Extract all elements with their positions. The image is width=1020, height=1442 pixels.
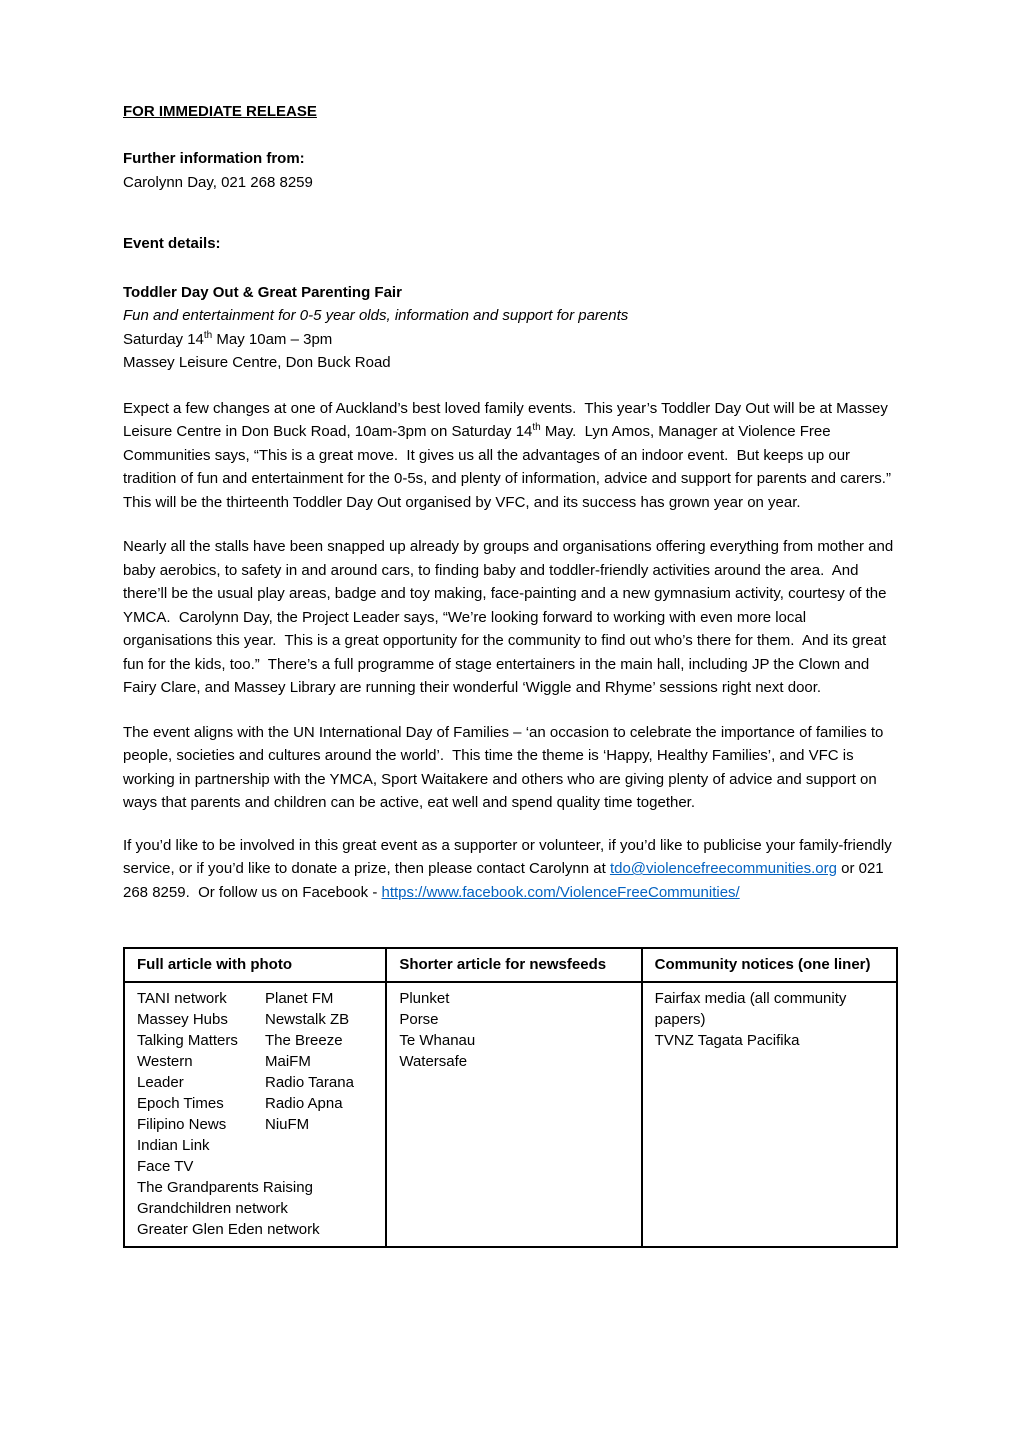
media-list-item: Face TV — [137, 1158, 194, 1175]
paragraph-text: or 021 268 8259. Or follow us on Facebook - — [123, 860, 888, 901]
table-body-row — [124, 982, 897, 1247]
event-date-text-2: May 10am – 3pm — [212, 330, 333, 348]
media-list-item: Massey Hubs — [137, 1011, 228, 1028]
column-header-full-article: Full article with photo — [124, 948, 386, 982]
column-header-community-notices: Community notices (one liner) — [642, 948, 897, 982]
paragraph-text: If you’d like to be involved in this great event as a supporter or volunteer, if you’d like to publicise your family-friendly service, or if you’d like to donate a prize, then please contact Carolynn at — [123, 836, 896, 877]
media-list-item: Fairfax media (all community — [654, 990, 847, 1007]
column-header-newsfeeds: Shorter article for newsfeeds — [386, 948, 641, 982]
media-list-item: Leader — [137, 1074, 184, 1091]
cell-newsfeeds — [386, 982, 641, 1247]
media-list-item: Watersafe — [399, 1053, 468, 1070]
contact-heading: Further information from: — [123, 150, 305, 167]
email-link[interactable]: tdo@violencefreecommunities.org — [609, 860, 837, 877]
event-title: Toddler Day Out & Great Parenting Fair — [123, 283, 402, 301]
paragraph-stalls: Nearly all the stalls have been snapped up already by groups and organisations offering everything from mother and baby aerobics, to safety in and around cars, to finding baby and toddler-friendly activities around the area. And there’ll be the usual play areas, badge and toy making, face-painting and a new gymnasium activity, courtesy of the YMCA. Carolynn Day, the Project Leader says, “We’re looking forward to working with even more local organisations this year. This is a great opportunity for the community to find out who’s there for them. And its great fun for the kids, too.” There’s a full programme of stage entertainers in the main hall, including JP the Clown and Fairy Clare, and Massey Library are running their wonderful ‘Wiggle and Rhyme’ sessions right next door. — [123, 538, 898, 696]
media-list-item: Grandchildren network — [137, 1200, 288, 1217]
media-list-item: papers) — [654, 1011, 706, 1028]
event-subtitle: Fun and entertainment for 0-5 year olds, information and support for parents — [123, 307, 629, 324]
media-list-item: Porse — [399, 1011, 439, 1028]
table-header-row — [124, 948, 897, 982]
media-list-item: Talking Matters — [137, 1032, 238, 1049]
full-article-columns — [137, 988, 373, 1177]
media-list-item: Radio Apna — [265, 1095, 343, 1112]
paragraph-un-day: The event aligns with the UN International Day of Families – ‘an occasion to celebrate the importance of families to people, societies and cultures around the world’. This time the theme is ‘Happy, Healthy Families’, and VFC is working in partnership with the YMCA, Sport Waitakere and others who are giving plenty of advice and support on ways that parents and children can be active, eat well and spend quality time together. — [123, 723, 888, 811]
facebook-link[interactable]: https://www.facebook.com/ViolenceFreeCommunities/ — [381, 883, 740, 901]
media-list-item: Indian Link — [137, 1137, 210, 1154]
full-article-right-list — [265, 988, 373, 1177]
media-list-item: Greater Glen Eden network — [137, 1221, 320, 1238]
media-list-item: The Grandparents Raising — [137, 1179, 313, 1196]
contact-line: Carolynn Day, 021 268 8259 — [123, 173, 313, 191]
release-heading: FOR IMMEDIATE RELEASE — [123, 103, 317, 120]
ordinal-suffix: th — [532, 422, 541, 433]
event-date-text: Saturday 14 — [123, 330, 204, 348]
paragraph-get-involved — [123, 834, 897, 905]
cell-full-article — [124, 982, 386, 1247]
media-list-item: Filipino News — [137, 1116, 227, 1133]
media-list-item: TVNZ Tagata Pacifika — [654, 1032, 800, 1049]
media-list-item: MaiFM — [265, 1053, 311, 1070]
full-article-bottom-list — [137, 1177, 373, 1240]
event-venue: Massey Leisure Centre, Don Buck Road — [123, 354, 391, 371]
media-list-item: Radio Tarana — [265, 1074, 354, 1091]
media-list-item: Western — [137, 1053, 193, 1070]
cell-community-notices — [642, 982, 897, 1247]
ordinal-suffix: th — [203, 329, 213, 341]
paragraph-text: May. Lyn Amos, Manager at Violence Free Communities says, “This is a great move. It gives us all the advantages of an indoor event. But keeps up our tradition of fun and entertainment for the 0-5s, and plenty of information, advice and support for parents and carers.” This will be the thirteenth Toddler Day Out organised by VFC, and its success has grown year on year. — [123, 423, 900, 511]
media-list-item: Newstalk ZB — [265, 1011, 350, 1028]
event-date — [123, 328, 897, 352]
event-details-heading: Event details: — [123, 235, 221, 252]
media-list-item: The Breeze — [265, 1032, 343, 1049]
full-article-left-list — [137, 988, 265, 1177]
media-list-item: Plunket — [399, 990, 450, 1007]
media-list-item: Planet FM — [265, 990, 334, 1007]
media-list-item: TANI network — [137, 990, 227, 1007]
media-outlets-table — [123, 947, 898, 1248]
media-list-item: NiuFM — [265, 1116, 310, 1133]
media-list-item: Epoch Times — [137, 1095, 224, 1112]
paragraph-text: Expect a few changes at one of Auckland’s best loved family events. This year’s Toddler Day Out will be at Massey Leisure Centre in Don Buck Road, 10am-3pm on Saturday 14 — [123, 399, 893, 440]
media-list-item: Te Whanau — [399, 1032, 476, 1049]
paragraph-changes — [123, 397, 900, 515]
